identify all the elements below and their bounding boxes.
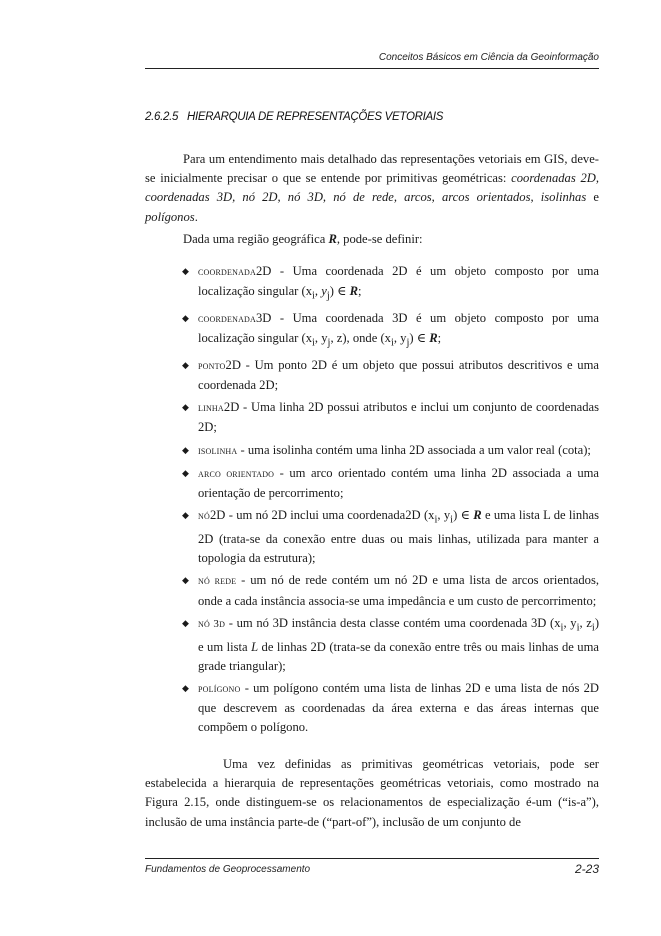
text: ; xyxy=(437,331,442,346)
running-header: Conceitos Básicos em Ciência da Geoinformação xyxy=(378,52,599,63)
paragraph-text: Uma vez definidas as primitivas geométricas vetoriais, pode ser estabelecida a hierarquia de representações geométricas vetoriais, como mostrado na Figura 2.15, onde distinguem-se os relacionamentos de especialização é-um (“is-a”), inclusão de uma instância parte-de (“part-of”), inclusão de um conjunto de xyxy=(145,757,599,829)
text: - uma isolinha contém uma linha 2D associada a um valor real (cota); xyxy=(237,442,591,457)
header-rule xyxy=(145,68,599,69)
bullet-icon: ◆ xyxy=(182,682,189,693)
running-footer: Fundamentos de Geoprocessamento xyxy=(145,864,311,875)
region-variable: R xyxy=(328,232,337,246)
paragraph-region xyxy=(183,230,599,249)
page-number: 2-23 xyxy=(574,862,599,876)
item-term: coordenada xyxy=(198,312,256,325)
footer-rule xyxy=(145,858,599,859)
text: - Um ponto 2D é um objeto que possui atributos descritivos e uma coordenada 2D; xyxy=(198,357,599,393)
item-term: arco orientado xyxy=(198,467,275,480)
list-item xyxy=(166,262,599,306)
item-term: nó rede xyxy=(198,575,237,588)
bullet-icon: ◆ xyxy=(182,312,189,323)
subscript: i xyxy=(312,290,315,302)
text: Dada uma região geográfica xyxy=(183,232,329,246)
list-item xyxy=(166,398,599,437)
variable: L xyxy=(251,639,259,654)
bullet-icon: ◆ xyxy=(182,266,189,276)
item-term-suffix: 2D xyxy=(209,508,226,523)
text: ; xyxy=(357,284,362,299)
bullet-icon: ◆ xyxy=(182,575,189,586)
subscript: j xyxy=(406,337,410,349)
bullet-icon: ◆ xyxy=(182,359,189,370)
text: - um arco orientado contém uma linha 2D associada a uma orientação de percorrimento; xyxy=(198,465,600,501)
text: - Uma coordenada 3D é um objeto composto por uma localização singular (x xyxy=(198,310,599,346)
bullet-icon: ◆ xyxy=(182,402,189,413)
text: - Uma coordenada 2D é um objeto composto por uma localização singular (x xyxy=(198,264,599,299)
conjunction: e xyxy=(586,190,599,205)
item-term: polígono xyxy=(198,682,241,695)
list-item xyxy=(166,614,599,676)
bullet-icon: ◆ xyxy=(182,444,189,455)
paragraph-text: Para um entendimento mais detalhado das representações vetoriais em GIS, deve-se inicialmente precisar o que se entende por primitivas geométricas: xyxy=(145,152,599,186)
text: , z), onde (x xyxy=(330,331,391,346)
text: - Uma linha 2D possui atributos e inclui um conjunto de coordenadas 2D; xyxy=(198,400,599,435)
paragraph-hierarchy xyxy=(145,755,599,832)
text: ) ∈ xyxy=(453,508,474,523)
item-term-suffix: 2D xyxy=(256,264,272,278)
variable: R xyxy=(473,508,482,523)
text: , y xyxy=(314,331,328,346)
list-item xyxy=(166,571,599,610)
text: , y xyxy=(437,508,451,523)
subscript: i xyxy=(591,622,595,634)
list-item xyxy=(166,679,599,738)
primitives-list: coordenadas 2D, coordenadas 3D, nó 2D, nó 3D, nó de rede, arcos, arcos orientados, isolinhas xyxy=(145,171,599,205)
variable: R xyxy=(429,331,438,346)
list-item xyxy=(166,309,599,353)
text: ) e um lista xyxy=(198,615,600,654)
item-term: isolinha xyxy=(198,444,238,457)
text: , pode-se definir: xyxy=(336,232,423,246)
text: ) ∈ xyxy=(409,331,430,346)
text: de linhas 2D (trata-se da conexão entre três ou mais linhas de uma grade triangular); xyxy=(198,639,599,673)
paragraph-intro xyxy=(145,150,599,227)
section-title: HIERARQUIA DE REPRESENTAÇÕES VETORIAIS xyxy=(186,111,444,123)
item-term-suffix: 3D xyxy=(256,310,272,325)
list-item xyxy=(166,356,599,395)
item-term: coordenada xyxy=(198,266,256,278)
subscript: i xyxy=(576,622,580,634)
text: - um polígono contém uma lista de linhas 2D e uma lista de nós 2D que descrevem as coordenadas da área externa e das áreas internas que compõem o polígono. xyxy=(198,680,599,735)
subscript: i xyxy=(560,622,564,634)
item-term-suffix: 2D xyxy=(223,400,240,415)
primitives-last: polígonos xyxy=(145,209,195,224)
text: , y xyxy=(393,331,407,346)
list-item xyxy=(166,464,599,503)
text: , y xyxy=(314,284,327,299)
section-number: 2.6.2.5 xyxy=(145,111,179,123)
subscript: j xyxy=(326,290,330,302)
item-term: linha xyxy=(198,402,224,415)
bullet-icon: ◆ xyxy=(182,510,189,521)
variable: R xyxy=(349,284,358,299)
list-item xyxy=(166,506,599,568)
text: e uma lista L de linhas 2D (trata-se da conexão entre duas ou mais linhas, utilizada para manter a topologia da estrutura); xyxy=(198,508,599,566)
period: . xyxy=(194,209,198,224)
text: ) ∈ xyxy=(329,284,350,299)
subscript: i xyxy=(312,337,315,349)
subscript: i xyxy=(434,514,438,526)
subscript: i xyxy=(390,337,394,349)
text: , y xyxy=(563,615,577,630)
definitions-list xyxy=(166,262,599,738)
bullet-icon: ◆ xyxy=(182,467,189,478)
item-term: nó xyxy=(198,510,210,523)
section-heading xyxy=(145,111,443,123)
text: - um nó 3D instância desta classe contém uma coordenada 3D (x xyxy=(225,615,561,630)
item-term: nó 3d xyxy=(198,617,226,630)
item-term: ponto xyxy=(198,359,226,372)
bullet-icon: ◆ xyxy=(182,617,189,628)
subscript: j xyxy=(327,337,331,349)
text: - um nó de rede contém um nó 2D e uma lista de arcos orientados, onde a cada instância associa-se uma impedância e um custo de percorrimento; xyxy=(198,573,599,608)
text: - um nó 2D inclui uma coordenada2D (x xyxy=(225,508,435,523)
subscript: i xyxy=(450,514,454,526)
text: , z xyxy=(579,615,592,630)
item-term-suffix: 2D xyxy=(225,357,241,372)
list-item xyxy=(166,441,599,461)
